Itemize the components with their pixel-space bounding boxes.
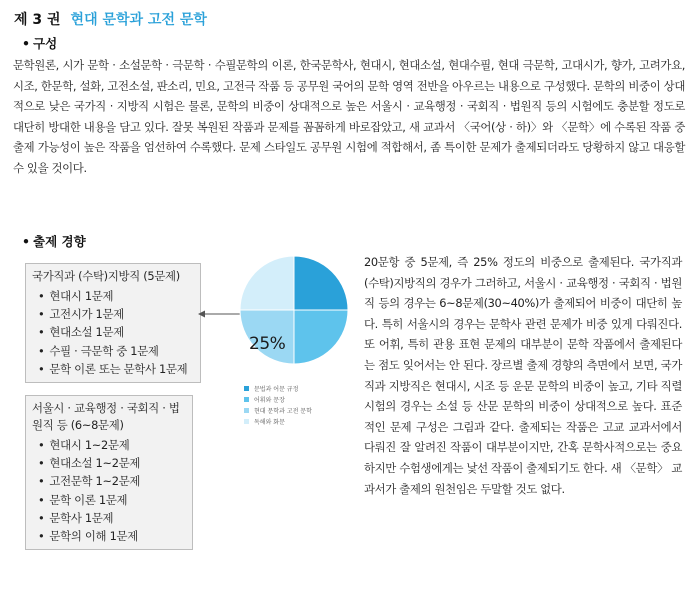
composition-body: 문학원론, 시가 문학 · 소설문학 · 극문학 · 수필문학의 이론, 한국문학사, 현대시, 현대소설, 현대수필, 현대 극문학, 고대시가, 향가, 고려가요, 시조, 한문학, 설화, 고전소설, 판소리, 민요, 고전극 작품 등 공무원 국어의 문학 영역 전반을 아우르는 내용으로 구성했다. 문학의 비중이 상대적으로 낮은 국가직 · 지방직 시험은 물론, 문학의 비중이 상대적으로 높은 서울시 · 교육행정 · 국회직 · 법원직 등의 시험에도 충분할 정도로 대단히 방대한 내용을 담고 있다. 잘못 복원된 작품과 문제를 꼼꼼하게 바로잡았고, 새 교과서 〈국어(상 · 하)〉와 〈문학〉에 수록된 작품 중 출제 가능성이 높은 작품을 엄선하여 수록했다. 문제 스타일도 공무원 시험에 적합해서, 좀 특이한 문제가 출제되더라도 당황하지 않고 대응할 수 있을 것이다. — [13, 58, 685, 175]
legend-item — [244, 405, 312, 416]
list-item: • 문학 이론 또는 문학사 1문제 — [38, 360, 194, 378]
list-item: • 문학사 1문제 — [38, 509, 186, 527]
list-item: • 현대소설 1문제 — [38, 323, 194, 341]
list-item: • 문학 이론 1문제 — [38, 491, 186, 509]
pie-slice — [240, 256, 294, 310]
legend-item — [244, 394, 312, 405]
chart-legend — [244, 383, 312, 427]
legend-label: 문법과 어문 규정 — [254, 386, 299, 393]
list-item: • 현대소설 1~2문제 — [38, 454, 186, 472]
list-item: • 고전시가 1문제 — [38, 305, 194, 323]
legend-swatch — [244, 408, 249, 413]
box-seoul-etc — [25, 395, 193, 550]
pie-center-label: 25% — [249, 334, 286, 354]
box1-title: 국가직과 (수탁)지방직 (5문제) — [32, 269, 180, 283]
chapter-title: 현대 문학과 고전 문학 — [70, 12, 207, 28]
volume-label: 제 3 권 — [14, 12, 61, 28]
legend-label: 독해와 화문 — [254, 419, 285, 426]
legend-label: 어휘와 문장 — [254, 397, 285, 404]
arrow-left-icon — [198, 310, 242, 318]
list-item: • 문학의 이해 1문제 — [38, 527, 186, 545]
trend-heading: • 출제 경향 — [22, 234, 86, 249]
legend-swatch — [244, 419, 249, 424]
trend-description: 20문항 중 5문제, 즉 25% 정도의 비중으로 출제된다. 국가직과 (수탁)지방직의 경우가 그러하고, 서울시 · 교육행정 · 국회직 · 법원직 등의 경우는 6~8문제(30~40%)가 출제되어 비중이 대단히 높다. 특히 서울시의 경우는 문학사 관련 문제가 비중 있게 다뤄진다. 또 어휘, 특히 관용 표현 문제의 대부분이 문학 작품에서 출제된다는 점도 잊어서는 안 된다. 장르별 출제 경향의 측면에서 보면, 국가직과 지방직은 현대시, 시조 등 운문 문학의 비중이 높고, 기타 직렬 시험의 경우는 소설 등 산문 문학의 비중이 상대적으로 높다. 표준적인 문제 구성은 그림과 같다. 출제되는 작품은 고교 교과서에서 다뤄진 잘 알려진 작품이 대부분이지만, 간혹 문학사적으로는 중요하지만 수험생에게는 낯선 작품이 출제되기도 한다. 새 〈문학〉 교과서가 출제의 원천임은 두말할 것도 없다. — [364, 255, 682, 496]
legend-label: 현대 문학과 고전 문학 — [254, 408, 312, 415]
list-item: • 수필 · 극문학 중 1문제 — [38, 342, 194, 360]
box2-title: 서울시 · 교육행정 · 국회직 · 법원직 등 (6~8문제) — [32, 401, 180, 432]
box1-list — [26, 287, 200, 382]
list-item: • 현대시 1~2문제 — [38, 436, 186, 454]
composition-heading: • 구성 — [22, 36, 58, 51]
list-item: • 현대시 1문제 — [38, 287, 194, 305]
trend-heading-text: 출제 경향 — [33, 234, 86, 249]
legend-item — [244, 416, 312, 427]
chapter-header — [14, 9, 207, 29]
composition-heading-text: 구성 — [33, 36, 58, 51]
legend-item — [244, 383, 312, 394]
legend-swatch — [244, 397, 249, 402]
pie-slice — [294, 310, 348, 364]
list-item: • 고전문학 1~2문제 — [38, 472, 186, 490]
pie-slice — [294, 256, 348, 310]
box2-list — [26, 436, 192, 549]
legend-swatch — [244, 386, 249, 391]
box-national-local — [25, 263, 201, 383]
